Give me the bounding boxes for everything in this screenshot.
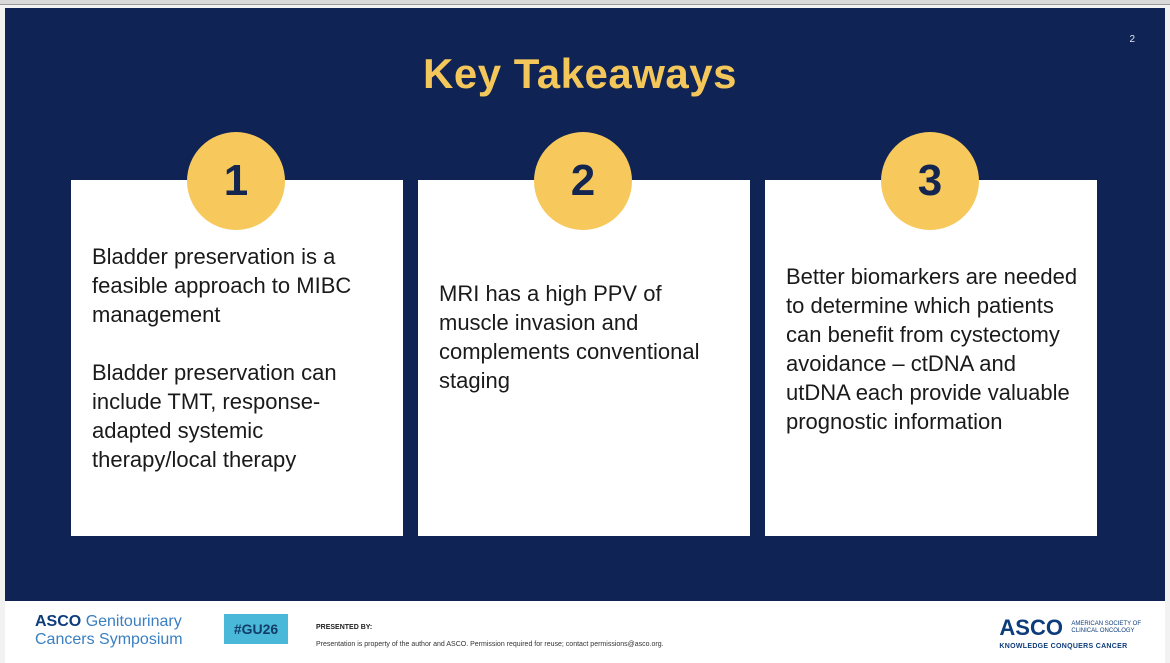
slide-footer [5, 601, 1165, 663]
presented-by-label: PRESENTED BY: [316, 624, 373, 631]
asco-gu-symposium-logo [35, 613, 183, 649]
takeaway-card-3 [765, 180, 1097, 536]
asco-logo [999, 615, 1141, 650]
logo-asco-word: ASCO [35, 613, 82, 630]
asco-tagline: KNOWLEDGE CONQUERS CANCER [999, 643, 1128, 650]
asco-logo-subtitle [1071, 621, 1141, 635]
number-badge-3: 3 [881, 132, 979, 230]
number-badge-1: 1 [187, 132, 285, 230]
takeaway-1-text-1: Bladder preservation is a feasible approach to MIBC management [92, 244, 352, 327]
takeaway-card-1 [71, 180, 403, 536]
asco-subtitle-line-2: CLINICAL ONCOLOGY [1071, 628, 1135, 634]
logo-gu-word: Genitourinary [85, 613, 182, 630]
takeaway-card-2 [418, 180, 750, 536]
takeaway-2-text: MRI has a high PPV of muscle invasion and complements conventional staging [439, 281, 700, 393]
takeaway-1-text-2: Bladder preservation can include TMT, response-adapted systemic therapy/local therapy [92, 360, 337, 472]
window-top-border [0, 0, 1170, 5]
takeaway-3-text: Better biomarkers are needed to determine which patients can benefit from cystectomy avoidance – ctDNA and utDNA each provide valuable prognostic information [786, 264, 1078, 434]
slide-title: Key Takeaways [423, 50, 737, 97]
asco-logo-text: ASCO [999, 615, 1063, 640]
number-badge-2: 2 [534, 132, 632, 230]
asco-subtitle-line-1: AMERICAN SOCIETY OF [1071, 621, 1141, 627]
logo-symposium-word: Cancers Symposium [35, 631, 183, 648]
copyright-notice: Presentation is property of the author and ASCO. Permission required for reuse; contact permissions@asco.org. [316, 641, 664, 648]
hashtag-badge: #GU26 [224, 614, 288, 644]
slide [5, 8, 1165, 663]
slide-number: 2 [1129, 34, 1135, 45]
